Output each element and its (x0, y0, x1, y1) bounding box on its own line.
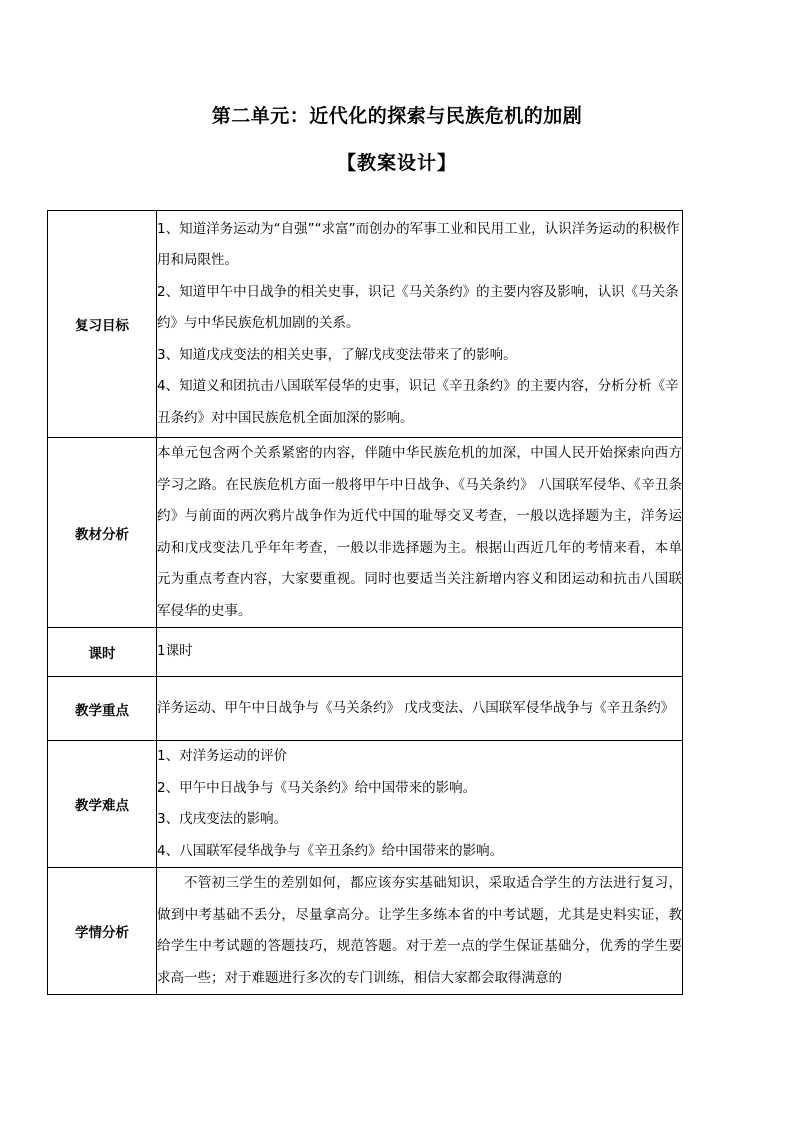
objective-item-4: 4、知道义和团抗击八国联军侵华的史事，识记《辛丑条约》的主要内容，分析分析《辛丑条约》对中国民族危机全面加深的影响。 (157, 378, 679, 426)
key-points-text: 洋务运动、甲午中日战争与《马关条约》 戊戌变法、八国联军侵华战争与《辛丑条约》 (157, 677, 683, 741)
objective-item-1: 1、知道洋务运动为“自强”“求富”而创办的军事工业和民用工业，认识洋务运动的积极作用和局限性。 (157, 220, 680, 269)
row-label-students: 学情分析 (48, 868, 157, 995)
students-cell (157, 868, 683, 995)
table-row-objectives (48, 211, 683, 438)
table-row-difficulties (48, 741, 683, 868)
row-label-key-points: 教学重点 (48, 677, 157, 741)
objective-item-2: 2、知道甲午中日战争的相关史事，识记《马关条约》的主要内容及影响，认识《马关条约》与中华民族危机加剧的关系。 (157, 283, 679, 332)
row-label-period: 课时 (48, 628, 157, 677)
difficulty-item-1: 1、对洋务运动的评价 (157, 748, 288, 764)
difficulty-item-3: 3、戊戌变法的影响。 (157, 811, 288, 827)
row-label-textbook: 教材分析 (48, 438, 157, 628)
difficulty-item-2: 2、甲午中日战争与《马关条约》给中国带来的影响。 (157, 779, 477, 796)
objectives-cell (157, 211, 683, 438)
page-title: 第二单元：近代化的探索与民族危机的加剧 (211, 105, 583, 127)
textbook-analysis-text: 本单元包含两个关系紧密的内容，伴随中华民族危机的加深，中国人民开始探索向西方学习之路。在民族危机方面一般将甲午中日战争、《马关条约》 八国联军侵华、《辛丑条约》与前面的两次鸦片战争作为近代中国的耻辱交叉考查，一般以选择题为主，洋务运动和戊戌变法几乎年年考查，一般以非选择题为主。根据山西近几年的考情来看，本单元为重点考查内容，大家要重视。同时也要适当关注新增内容义和团运动和抗击八国联军侵华的史事。 (157, 438, 683, 628)
table-row-period (48, 628, 683, 677)
student-analysis-text: 不管初三学生的差别如何，都应该夯实基础知识，采取适合学生的方法进行复习，做到中考基础不丢分，尽量拿高分。让学生多练本省的中考试题，尤其是史料实证，教给学生中考试题的答题技巧，规范答题。对于差一点的学生保证基础分，优秀的学生要求高一些；对于难题进行多次的专门训练，相信大家都会取得满意的 (157, 875, 682, 986)
difficulty-item-4: 4、八国联军侵华战争与《辛丑条约》给中国带来的影响。 (157, 842, 504, 859)
lesson-plan-table (47, 210, 683, 995)
table-row-textbook (48, 438, 683, 628)
difficulties-cell (157, 741, 683, 868)
row-label-difficulties: 教学难点 (48, 741, 157, 868)
table-row-students (48, 868, 683, 995)
objective-item-3: 3、知道戊戌变法的相关史事，了解戊戌变法带来了的影响。 (157, 346, 517, 363)
page-subtitle: 【教案设计】 (336, 152, 457, 174)
row-label-objectives: 复习目标 (48, 211, 157, 438)
period-value: 1课时 (157, 628, 683, 677)
table-row-key-points (48, 677, 683, 741)
